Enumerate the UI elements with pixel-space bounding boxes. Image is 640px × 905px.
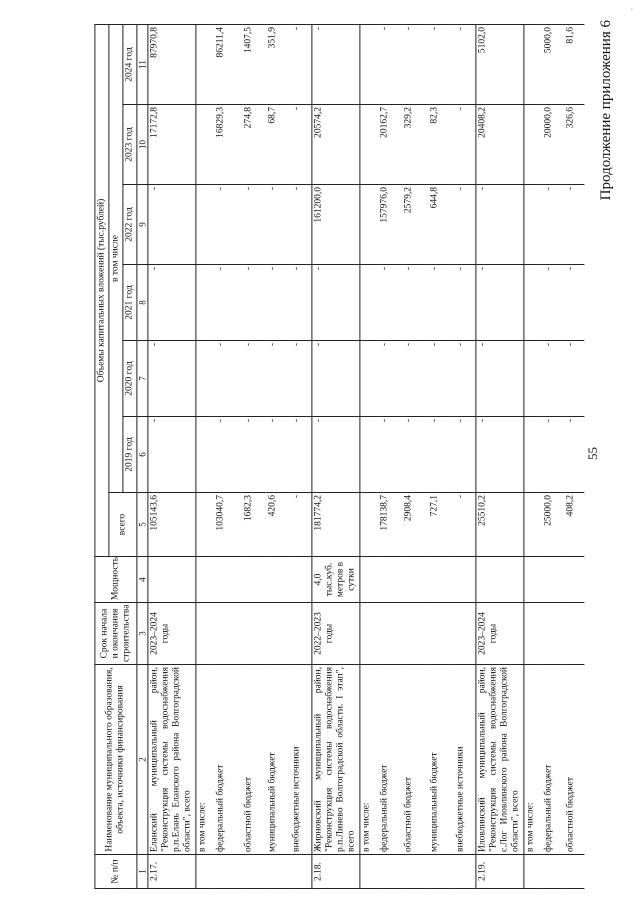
table-row [290,25,312,889]
cell-period [242,603,266,665]
cell-v2023: 20162,7 [378,105,402,185]
header-index-8: 9 [137,185,148,265]
table-row [524,25,542,889]
cell-v2020: - [214,341,242,417]
cell-num: 2.19. [476,855,524,889]
cell-v2021: - [454,265,476,341]
table-row [454,25,476,889]
cell-capacity [428,557,454,603]
cell-v2022: 644,8 [428,185,454,265]
table-row [312,25,360,889]
cell-v2019: - [312,417,360,493]
cell-total: 420,6 [266,493,290,557]
cell-v2019 [360,417,378,493]
cell-name: Еланский муниципальный район, "Реконструкция системы водоснабжения р.п.Елань Еланского района Волгоградской области", всего [148,665,196,855]
table-body [148,25,584,889]
cell-v2019 [196,417,214,493]
cell-capacity: 4,0 тыс.куб. метров в сутки [312,557,360,603]
cell-v2019: - [290,417,312,493]
cell-v2019: - [564,417,584,493]
cell-v2024: 86211,4 [214,25,242,105]
header-index-0: 1 [137,855,148,889]
cell-v2022 [524,185,542,265]
cell-v2019: - [402,417,428,493]
header-index-7: 8 [137,265,148,341]
cell-v2020: - [148,341,196,417]
cell-num [428,855,454,889]
cell-name: муниципальный бюджет [428,665,454,855]
cell-v2020: - [428,341,454,417]
cell-v2020: - [476,341,524,417]
cell-v2022: - [542,185,564,265]
cell-v2019: - [378,417,402,493]
cell-period: 2022–2023 годы [312,603,360,665]
header-year-3: 2022 год [123,185,137,265]
cell-v2021 [360,265,378,341]
cell-capacity [266,557,290,603]
cell-period [454,603,476,665]
cell-total [196,493,214,557]
cell-name: областной бюджет [242,665,266,855]
header-year-4: 2023 год [123,105,137,185]
cell-v2022: - [290,185,312,265]
cell-name: Иловлинский муниципальный район, "Реконструкция системы водоснабжения с.Лог Иловлинского района Волгоградской области", всего [476,665,524,855]
cell-v2021: - [312,265,360,341]
cell-v2024: 5000,0 [542,25,564,105]
table-header [95,25,148,889]
cell-v2019 [524,417,542,493]
header-including: в том числе [109,25,123,493]
cell-v2021 [524,265,542,341]
cell-capacity [214,557,242,603]
cell-period [290,603,312,665]
cell-period [378,603,402,665]
cell-capacity [454,557,476,603]
cell-v2024: - [402,25,428,105]
cell-name: областной бюджет [564,665,584,855]
cell-v2020: - [242,341,266,417]
cell-num: 2.17. [148,855,196,889]
cell-total: 105143,6 [148,493,196,557]
cell-v2023 [524,105,542,185]
table-row [402,25,428,889]
header-index-3: 4 [137,557,148,603]
cell-capacity [524,557,542,603]
cell-capacity [242,557,266,603]
cell-period [266,603,290,665]
header-total: всего [109,493,137,557]
table-row [428,25,454,889]
cell-period [196,603,214,665]
cell-name: в том числе: [196,665,214,855]
cell-v2022: - [148,185,196,265]
header-index-row [137,25,148,889]
cell-v2020: - [290,341,312,417]
cell-total: 181774,2 [312,493,360,557]
cell-total: 25000,0 [542,493,564,557]
cell-v2021: - [402,265,428,341]
cell-capacity [360,557,378,603]
cell-total [360,493,378,557]
cell-v2019: - [428,417,454,493]
cell-v2024: 81,6 [564,25,584,105]
cell-v2019: - [454,417,476,493]
cell-num [378,855,402,889]
cell-name: в том числе: [524,665,542,855]
header-capacity: Мощность [95,557,137,603]
cell-total: - [290,493,312,557]
cell-v2022: - [242,185,266,265]
cell-num [402,855,428,889]
header-volumes: Объемы капитальных вложений (тыс.рублей) [95,25,109,557]
cell-total: 178138,7 [378,493,402,557]
cell-v2022: - [214,185,242,265]
cell-num: 2.18. [312,855,360,889]
cell-capacity [402,557,428,603]
cell-capacity [476,557,524,603]
cell-v2020: - [378,341,402,417]
header-year-2: 2021 год [123,265,137,341]
cell-v2021: - [214,265,242,341]
cell-period: 2023–2024 годы [476,603,524,665]
cell-name: областной бюджет [402,665,428,855]
header-index-4: 5 [137,493,148,557]
cell-v2023 [360,105,378,185]
header-name: Наименование муниципального образования, объекта, источники финансирования [95,665,137,855]
cell-v2020: - [402,341,428,417]
cell-v2019: - [476,417,524,493]
header-index-9: 10 [137,105,148,185]
cell-name: внебюджетные источники [454,665,476,855]
cell-v2023 [196,105,214,185]
cell-v2020: - [542,341,564,417]
cell-v2022: - [266,185,290,265]
cell-capacity [148,557,196,603]
header-index-1: 2 [137,665,148,855]
cell-v2021: - [378,265,402,341]
scan-mark: ~ [630,7,636,11]
cell-v2022: 2579,2 [402,185,428,265]
cell-num [214,855,242,889]
cell-num [454,855,476,889]
cell-v2024 [524,25,542,105]
capital-investment-table [94,24,584,889]
header-index-5: 6 [137,417,148,493]
cell-v2024: 5102,0 [476,25,524,105]
page-number: 55 [585,447,600,460]
cell-v2022: 161200,0 [312,185,360,265]
cell-v2024 [360,25,378,105]
cell-period [564,603,584,665]
cell-v2020: - [454,341,476,417]
cell-total: - [454,493,476,557]
cell-v2022 [360,185,378,265]
cell-v2021: - [148,265,196,341]
cell-num [564,855,584,889]
cell-name: федеральный бюджет [214,665,242,855]
cell-v2024: - [428,25,454,105]
cell-v2022: - [454,185,476,265]
cell-v2024: 1407,5 [242,25,266,105]
table-wrapper [17,25,584,889]
cell-v2024: 351,9 [266,25,290,105]
cell-name: муниципальный бюджет [266,665,290,855]
cell-v2021: - [476,265,524,341]
cell-v2019: - [266,417,290,493]
cell-v2023: 82,3 [428,105,454,185]
cell-v2023: 20408,2 [476,105,524,185]
cell-v2020 [196,341,214,417]
header-year-0: 2019 год [123,417,137,493]
cell-num [542,855,564,889]
cell-name: федеральный бюджет [378,665,402,855]
cell-v2019: - [242,417,266,493]
cell-v2021 [196,265,214,341]
cell-total: 103040,7 [214,493,242,557]
cell-total: 25510,2 [476,493,524,557]
cell-v2021: - [542,265,564,341]
cell-total: 1682,3 [242,493,266,557]
cell-period [402,603,428,665]
cell-v2019: - [148,417,196,493]
cell-v2023: 16829,3 [214,105,242,185]
cell-capacity [564,557,584,603]
cell-v2023: 17172,8 [148,105,196,185]
cell-v2023: 274,8 [242,105,266,185]
cell-name: в том числе: [360,665,378,855]
cell-v2023: 329,2 [402,105,428,185]
table-row [542,25,564,889]
cell-period: 2023–2024 годы [148,603,196,665]
cell-v2021: - [242,265,266,341]
cell-num [196,855,214,889]
cell-total [524,493,542,557]
cell-period [214,603,242,665]
cell-num [524,855,542,889]
cell-v2023: - [454,105,476,185]
cell-v2024: - [290,25,312,105]
table-row [266,25,290,889]
cell-v2022 [196,185,214,265]
table-row [242,25,266,889]
header-year-5: 2024 год [123,25,137,105]
cell-capacity [542,557,564,603]
appendix-caption: Продолжение приложения 6 [598,20,614,201]
table-row [214,25,242,889]
cell-v2021: - [290,265,312,341]
table-row [148,25,196,889]
cell-capacity [378,557,402,603]
cell-name: Жирновский муниципальный район, "Реконструкция системы водоснабжения р.п.Линево Волгоградской области. I этап", всего [312,665,360,855]
cell-v2023: 20574,2 [312,105,360,185]
header-index-6: 7 [137,341,148,417]
cell-v2020: - [564,341,584,417]
cell-v2024: - [378,25,402,105]
cell-v2020: - [266,341,290,417]
cell-v2022: - [476,185,524,265]
table-row [476,25,524,889]
cell-name: федеральный бюджет [542,665,564,855]
header-period: Срок начала и окончания строительства [95,603,137,665]
cell-v2020: - [312,341,360,417]
cell-v2019: - [214,417,242,493]
cell-num [242,855,266,889]
cell-v2020 [524,341,542,417]
cell-capacity [290,557,312,603]
cell-v2022: 157976,0 [378,185,402,265]
cell-v2019: - [542,417,564,493]
cell-v2022: - [564,185,584,265]
cell-v2023: - [290,105,312,185]
cell-total: 2908,4 [402,493,428,557]
cell-num [290,855,312,889]
cell-v2021: - [428,265,454,341]
cell-v2024: 87970,8 [148,25,196,105]
cell-v2024: - [454,25,476,105]
header-year-1: 2020 год [123,341,137,417]
table-row [378,25,402,889]
cell-v2021: - [266,265,290,341]
header-index-10: 11 [137,25,148,105]
table-row [360,25,378,889]
cell-total: 408,2 [564,493,584,557]
cell-v2024 [196,25,214,105]
header-index-2: 3 [137,603,148,665]
cell-num [360,855,378,889]
cell-num [266,855,290,889]
cell-period [542,603,564,665]
cell-v2023: 68,7 [266,105,290,185]
cell-total: 727,1 [428,493,454,557]
cell-v2023: 20000,0 [542,105,564,185]
cell-v2020 [360,341,378,417]
table-row [564,25,584,889]
cell-period [428,603,454,665]
cell-v2021: - [564,265,584,341]
cell-period [360,603,378,665]
cell-period [524,603,542,665]
header-number: № п/п [95,855,137,889]
cell-v2024: - [312,25,360,105]
cell-name: внебюджетные источники [290,665,312,855]
table-row [196,25,214,889]
cell-capacity [196,557,214,603]
cell-v2023: 326,6 [564,105,584,185]
